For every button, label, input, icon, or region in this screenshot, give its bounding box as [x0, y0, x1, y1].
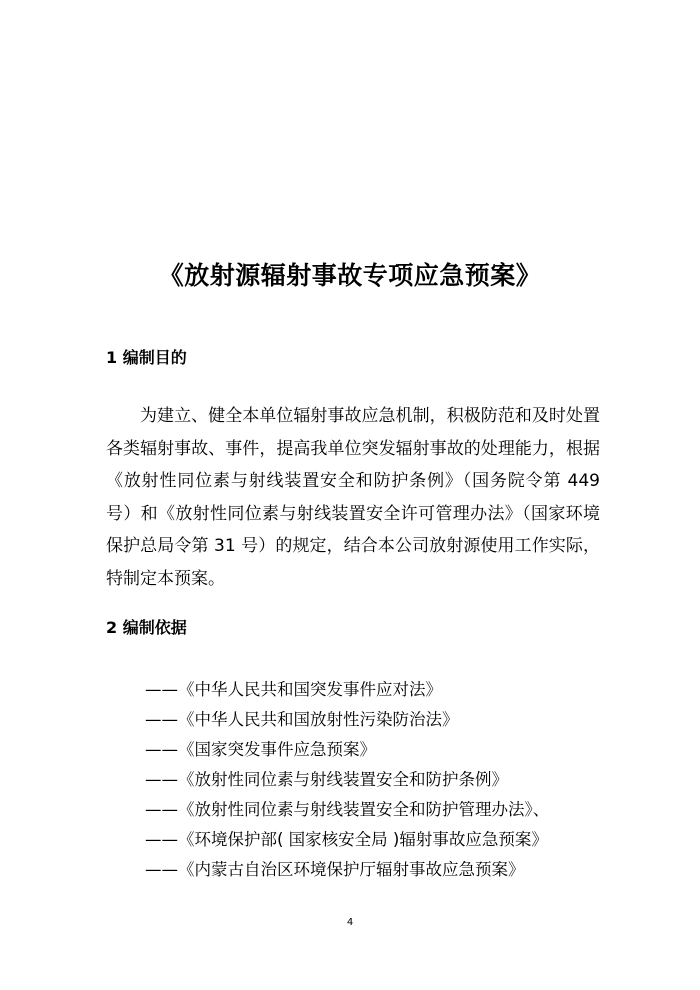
section-heading-basis: 2 编制依据 — [106, 618, 187, 637]
document-title: 《放射源辐射事故专项应急预案》 — [158, 261, 542, 290]
list-item: ——《放射性同位素与射线装置安全和防护管理办法》、 — [145, 800, 550, 819]
list-item: ——《中华人民共和国放射性污染防治法》 — [145, 710, 459, 729]
basis-list — [145, 675, 549, 885]
list-item: ——《环境保护部( 国家核安全局 )辐射事故应急预案》 — [145, 830, 548, 849]
list-item: ——《放射性同位素与射线装置安全和防护条例》 — [145, 770, 508, 789]
list-item: ——《国家突发事件应急预案》 — [145, 740, 376, 759]
list-item: ——《中华人民共和国突发事件应对法》 — [145, 680, 442, 699]
list-item: ——《内蒙古自治区环境保护厅辐射事故应急预案》 — [145, 860, 525, 879]
page-number: 4 — [346, 917, 354, 928]
section-heading-purpose: 1 编制目的 — [106, 348, 187, 367]
purpose-paragraph: 为建立、健全本单位辐射事故应急机制，积极防范和及时处置各类辐射事故、事件，提高我单位突发辐射事故的处理能力，根据《放射性同位素与射线装置安全和防护条例》（国务院令第 449 号）和《放射性同位素与射线装置安全许可管理办法》（国家环境保护总局令第 31 号）的规定，结合本公司放射源使用工作实际，特制定本预案。 — [106, 406, 600, 589]
